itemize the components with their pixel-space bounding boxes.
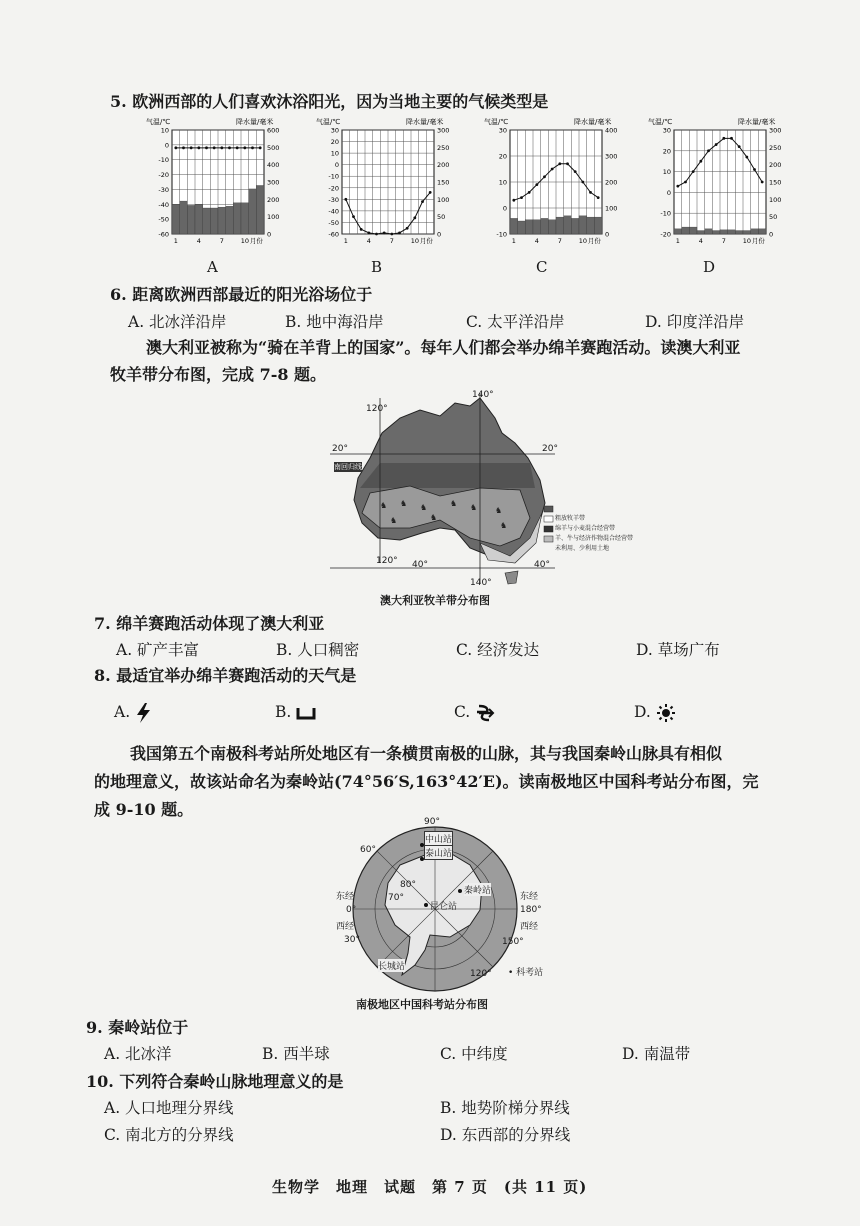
- temperature-point: [421, 200, 424, 203]
- label-90: 90°: [424, 817, 440, 827]
- svg-text:♞: ♞: [470, 503, 478, 512]
- temperature-point: [352, 215, 355, 218]
- q6-option-a[interactable]: A. 北冰洋沿岸: [128, 313, 227, 331]
- australia-map-svg: [330, 388, 590, 588]
- australia-map: [330, 388, 634, 608]
- temperature-point: [344, 198, 347, 201]
- legend-item-1: 粗放牧羊带: [555, 515, 586, 522]
- precip-bar: [751, 229, 759, 234]
- right-tick-label: 50: [437, 213, 446, 222]
- intro-910-line3: 成 9-10 题。: [94, 800, 194, 819]
- prec-unit-label: 降水量/毫米: [236, 118, 274, 126]
- precip-bar: [594, 217, 602, 234]
- x-tick-label: 7: [721, 237, 726, 245]
- right-tick-label: 100: [605, 204, 618, 213]
- temperature-point: [551, 168, 554, 171]
- q8-option-c-label: C.: [454, 703, 471, 721]
- right-tick-label: 600: [267, 126, 280, 135]
- svg-text:♞: ♞: [430, 513, 438, 522]
- svg-text:♞: ♞: [500, 521, 508, 530]
- precip-bar: [587, 217, 595, 234]
- q6-option-c[interactable]: C. 太平洋沿岸: [466, 313, 565, 331]
- precip-bar: [758, 229, 766, 234]
- precip-bar: [705, 229, 713, 234]
- precip-bar: [564, 216, 572, 234]
- left-tick-label: -40: [328, 207, 339, 216]
- left-tick-label: -20: [660, 230, 671, 239]
- left-tick-label: 20: [498, 152, 507, 161]
- temp-unit-label: 气温/℃: [146, 118, 171, 126]
- lon-label-120-bottom: 120°: [376, 556, 398, 566]
- x-tick-label: 4: [366, 237, 371, 245]
- left-tick-label: 10: [498, 178, 507, 187]
- prec-unit-label: 降水量/毫米: [738, 118, 776, 126]
- label-west-left: 西经: [336, 922, 355, 932]
- left-tick-label: -10: [158, 156, 169, 165]
- temperature-point: [360, 228, 363, 231]
- temperature-point: [243, 146, 246, 149]
- temperature-point: [684, 181, 687, 184]
- antarctic-map: [330, 817, 560, 1005]
- q9-option-b[interactable]: B. 西半球: [262, 1045, 330, 1063]
- station-changcheng: 长城站: [378, 959, 405, 972]
- temperature-point: [558, 162, 561, 165]
- question-9-stem: 9. 秦岭站位于: [86, 1018, 189, 1037]
- left-tick-label: -30: [328, 195, 339, 204]
- chart-label-b: B: [371, 258, 383, 276]
- temperature-point: [715, 143, 718, 146]
- label-180: 180°: [520, 905, 542, 915]
- question-7-stem: 7. 绵羊赛跑活动体现了澳大利亚: [94, 614, 325, 633]
- x-tick-label: 4: [196, 237, 201, 245]
- precip-bar: [226, 206, 234, 234]
- right-tick-label: 150: [769, 178, 782, 187]
- temperature-point: [213, 146, 216, 149]
- temperature-point: [699, 160, 702, 163]
- left-tick-label: -10: [328, 172, 339, 181]
- x-tick-label: 10: [578, 237, 587, 245]
- precip-bar: [241, 203, 249, 234]
- lat-label-20-left: 20°: [332, 444, 348, 454]
- precip-bar: [195, 205, 203, 234]
- x-tick-label: 10: [240, 237, 249, 245]
- lon-label-120-top: 120°: [366, 404, 388, 414]
- label-150: 150°: [502, 937, 524, 947]
- svg-text:♞: ♞: [390, 516, 398, 525]
- q8-option-d[interactable]: [634, 702, 676, 723]
- left-tick-label: -50: [328, 218, 339, 227]
- x-tick-label: 1: [173, 237, 178, 245]
- svg-text:♞: ♞: [400, 499, 408, 508]
- x-tick-label: 1: [675, 237, 680, 245]
- temperature-point: [692, 170, 695, 173]
- left-tick-label: -50: [158, 215, 169, 224]
- temperature-point: [228, 146, 231, 149]
- right-tick-label: 100: [769, 195, 782, 204]
- station-taishan: 泰山站: [424, 845, 453, 860]
- label-east-left: 东经: [336, 892, 355, 902]
- temperature-point: [738, 145, 741, 148]
- climate-chart-d: [642, 116, 787, 260]
- right-tick-label: 200: [769, 161, 782, 170]
- x-tick-label: 4: [698, 237, 703, 245]
- intro-78-line1: 澳大利亚被称为“骑在羊背上的国家”。每年人们都会举办绵羊赛跑活动。读澳大利亚: [146, 338, 741, 357]
- svg-text:♞: ♞: [380, 501, 388, 510]
- precip-bar: [674, 229, 682, 234]
- legend-item-3: 羊、牛与经济作物混合经营带: [555, 535, 634, 542]
- chart-label-a: A: [207, 258, 218, 276]
- precip-bar: [525, 220, 533, 234]
- q8-option-d-label: D.: [634, 703, 651, 721]
- chart-label-c: C: [536, 258, 548, 276]
- right-tick-label: 500: [267, 143, 280, 152]
- precip-bar: [579, 216, 587, 234]
- intro-910-line2: 的地理意义，故该站命名为秦岭站(74°56′S,163°42′E)。读南极地区中国科考站分布图，完: [94, 772, 759, 791]
- x-tick-label: 1: [511, 237, 516, 245]
- x-tick-label: 4: [534, 237, 539, 245]
- precip-bar: [720, 230, 728, 234]
- x-unit-label: 月份: [751, 237, 765, 245]
- temperature-point: [722, 137, 725, 140]
- q10-option-d[interactable]: D. 东西部的分界线: [440, 1126, 571, 1144]
- right-tick-label: 200: [437, 161, 450, 170]
- temperature-point: [753, 168, 756, 171]
- temp-unit-label: 气温/℃: [484, 118, 509, 126]
- page-footer: 生物学 地理 试题 第 7 页 (共 11 页): [272, 1178, 588, 1196]
- label-60: 60°: [360, 845, 376, 855]
- left-tick-label: -10: [496, 230, 507, 239]
- right-tick-label: 100: [267, 213, 280, 222]
- precip-bar: [210, 208, 218, 234]
- q9-option-d[interactable]: D. 南温带: [622, 1045, 691, 1063]
- q8-option-b-label: B.: [275, 703, 292, 721]
- station-zhongshan: 中山站: [424, 831, 453, 846]
- right-tick-label: 150: [437, 178, 450, 187]
- temperature-point: [520, 196, 523, 199]
- temperature-point: [761, 181, 764, 184]
- intro-910-line1: 我国第五个南极科考站所处地区有一条横贯南极的山脉，其与我国秦岭山脉具有相似: [130, 744, 723, 763]
- precip-bar: [682, 227, 690, 234]
- precip-bar: [180, 201, 188, 234]
- temperature-point: [745, 156, 748, 159]
- precip-bar: [510, 218, 518, 234]
- q7-option-c[interactable]: C. 经济发达: [456, 641, 540, 659]
- precip-bar: [689, 227, 697, 234]
- station-kunlun: 昆仑站: [430, 902, 458, 912]
- chart-label-d: D: [703, 258, 716, 276]
- left-tick-label: -30: [158, 185, 169, 194]
- precip-bar: [697, 231, 705, 234]
- left-tick-label: 30: [498, 126, 507, 135]
- svg-text:♞: ♞: [420, 503, 428, 512]
- climate-chart-c: [478, 116, 623, 260]
- right-tick-label: 400: [267, 161, 280, 170]
- temperature-point: [197, 146, 200, 149]
- temperature-point: [375, 233, 378, 236]
- temperature-point: [429, 191, 432, 194]
- precip-bar: [541, 218, 549, 234]
- q9-option-c[interactable]: C. 中纬度: [440, 1045, 508, 1063]
- lat-label-40-right: 40°: [534, 560, 550, 570]
- right-tick-label: 400: [605, 126, 618, 135]
- antarctic-map-caption: 南极地区中国科考站分布图: [356, 998, 488, 1011]
- thunderstorm-icon: [135, 702, 153, 724]
- precip-bar: [518, 221, 526, 234]
- temperature-point: [512, 199, 515, 202]
- left-tick-label: 10: [662, 168, 671, 177]
- prec-unit-label: 降水量/毫米: [574, 118, 612, 126]
- left-tick-label: 20: [662, 147, 671, 156]
- temperature-point: [259, 146, 262, 149]
- left-tick-label: 0: [164, 141, 169, 150]
- temperature-point: [398, 231, 401, 234]
- right-tick-label: 0: [605, 230, 610, 239]
- x-tick-label: 7: [557, 237, 562, 245]
- right-tick-label: 250: [437, 143, 450, 152]
- left-tick-label: -60: [158, 230, 169, 239]
- label-80: 80°: [400, 880, 416, 890]
- label-30: 30°: [344, 935, 360, 945]
- x-unit-label: 月份: [419, 237, 433, 245]
- legend-item-4: 未利用、少利用土地: [555, 545, 610, 552]
- label-west-right: 西经: [520, 922, 539, 932]
- left-tick-label: -20: [158, 171, 169, 180]
- left-tick-label: 10: [330, 149, 339, 158]
- precip-bar: [712, 231, 720, 234]
- q8-option-a-label: A.: [114, 703, 131, 721]
- temperature-point: [676, 185, 679, 188]
- right-tick-label: 300: [769, 126, 782, 135]
- right-tick-label: 200: [267, 195, 280, 204]
- temperature-point: [730, 137, 733, 140]
- temperature-point: [543, 175, 546, 178]
- x-tick-label: 10: [742, 237, 751, 245]
- temperature-point: [574, 170, 577, 173]
- x-tick-label: 7: [219, 237, 224, 245]
- precip-bar: [172, 205, 180, 234]
- temperature-point: [589, 191, 592, 194]
- precip-bar: [743, 231, 751, 234]
- temperature-point: [236, 146, 239, 149]
- tropic-tag: 南回归线: [334, 463, 362, 471]
- temperature-point: [528, 191, 531, 194]
- right-tick-label: 300: [605, 152, 618, 161]
- left-tick-label: -40: [158, 200, 169, 209]
- temperature-point: [182, 146, 185, 149]
- precip-bar: [233, 203, 241, 234]
- temperature-point: [597, 196, 600, 199]
- temperature-point: [205, 146, 208, 149]
- svg-text:♞: ♞: [450, 499, 458, 508]
- right-tick-label: 300: [437, 126, 450, 135]
- question-5-stem: 5. 欧洲西部的人们喜欢沐浴阳光，因为当地主要的气候类型是: [110, 92, 549, 111]
- left-tick-label: -20: [328, 184, 339, 193]
- temperature-point: [413, 216, 416, 219]
- label-120: 120°: [470, 969, 492, 979]
- right-tick-label: 50: [769, 213, 778, 222]
- lon-label-140-top: 140°: [472, 390, 494, 400]
- left-tick-label: -10: [660, 209, 671, 218]
- temperature-point: [566, 162, 569, 165]
- temperature-point: [406, 227, 409, 230]
- precip-bar: [571, 218, 579, 234]
- australia-legend: [555, 514, 633, 554]
- precip-bar: [218, 207, 226, 234]
- temperature-point: [174, 146, 177, 149]
- precip-bar: [556, 217, 564, 234]
- precip-bar: [728, 230, 736, 234]
- x-tick-label: 7: [389, 237, 394, 245]
- temperature-point: [390, 233, 393, 236]
- x-tick-label: 1: [343, 237, 348, 245]
- q10-option-b[interactable]: B. 地势阶梯分界线: [440, 1099, 570, 1117]
- legend-item-2: 绵羊与小麦混合经营带: [555, 525, 616, 532]
- climate-chart-b: [310, 116, 455, 260]
- temperature-point: [383, 231, 386, 234]
- climate-chart-c-svg: [478, 116, 623, 256]
- precip-bar: [533, 220, 541, 234]
- right-tick-label: 0: [437, 230, 442, 239]
- left-tick-label: 20: [330, 138, 339, 147]
- left-tick-label: 0: [666, 188, 671, 197]
- left-tick-label: 30: [662, 126, 671, 135]
- temperature-point: [707, 149, 710, 152]
- x-unit-label: 月份: [249, 237, 263, 245]
- right-tick-label: 0: [769, 230, 774, 239]
- left-tick-label: -60: [328, 230, 339, 239]
- qinling-station-dot: [458, 889, 462, 893]
- q7-option-a[interactable]: A. 矿产丰富: [116, 641, 200, 659]
- q10-option-a[interactable]: A. 人口地理分界线: [104, 1099, 234, 1117]
- sunny-icon: [656, 703, 676, 723]
- question-8-stem: 8. 最适宜举办绵羊赛跑活动的天气是: [94, 666, 357, 685]
- precip-bar: [187, 205, 195, 234]
- intro-78-line2: 牧羊带分布图，完成 7-8 题。: [110, 365, 327, 384]
- q6-option-d[interactable]: D. 印度洋沿岸: [645, 313, 745, 331]
- x-tick-label: 10: [410, 237, 419, 245]
- temperature-point: [367, 231, 370, 234]
- temp-unit-label: 气温/℃: [648, 118, 673, 126]
- right-tick-label: 0: [267, 230, 272, 239]
- label-0: 0°: [346, 905, 357, 915]
- climate-chart-d-svg: [642, 116, 787, 256]
- left-tick-label: 10: [160, 126, 169, 135]
- left-tick-label: 0: [334, 161, 339, 170]
- precip-bar: [256, 185, 264, 234]
- q7-option-b[interactable]: B. 人口稠密: [276, 641, 360, 659]
- lon-label-140-bottom: 140°: [470, 578, 492, 588]
- antarctic-legend: • 科考站: [508, 968, 544, 978]
- station-qinling: 秦岭站: [464, 883, 491, 896]
- label-70: 70°: [388, 893, 404, 903]
- temperature-point: [581, 181, 584, 184]
- left-tick-label: 0: [502, 204, 507, 213]
- lat-label-40-left: 40°: [412, 560, 428, 570]
- australia-map-caption: 澳大利亚牧羊带分布图: [380, 594, 490, 607]
- q8-option-b[interactable]: [275, 702, 316, 722]
- right-tick-label: 100: [437, 195, 450, 204]
- q9-option-a[interactable]: A. 北冰洋: [104, 1045, 172, 1063]
- prec-unit-label: 降水量/毫米: [406, 118, 444, 126]
- climate-chart-b-svg: [310, 116, 455, 256]
- temp-unit-label: 气温/℃: [316, 118, 341, 126]
- right-tick-label: 250: [769, 143, 782, 152]
- precip-bar: [735, 231, 743, 234]
- precip-bar: [203, 208, 211, 234]
- right-tick-label: 300: [267, 178, 280, 187]
- kunlun-station-dot: [424, 903, 428, 907]
- temperature-point: [190, 146, 193, 149]
- precip-bar: [249, 189, 257, 234]
- x-unit-label: 月份: [587, 237, 601, 245]
- temperature-point: [535, 183, 538, 186]
- overcast-icon: [296, 705, 316, 721]
- left-tick-label: 30: [330, 126, 339, 135]
- question-10-stem: 10. 下列符合秦岭山脉地理意义的是: [86, 1072, 344, 1091]
- question-6-stem: 6. 距离欧洲西部最近的阳光浴场位于: [110, 285, 373, 304]
- climate-chart-a-svg: [140, 116, 285, 256]
- climate-chart-a: [140, 116, 285, 260]
- q8-option-c[interactable]: [454, 702, 495, 723]
- lat-label-20-right: 20°: [542, 444, 558, 454]
- precip-bar: [548, 220, 556, 234]
- q7-option-d[interactable]: D. 草场广布: [636, 641, 720, 659]
- label-east-right: 东经: [520, 892, 539, 902]
- sand-storm-icon: [475, 703, 495, 723]
- right-tick-label: 200: [605, 178, 618, 187]
- q8-option-a[interactable]: [114, 702, 153, 724]
- temperature-point: [251, 146, 254, 149]
- q10-option-c[interactable]: C. 南北方的分界线: [104, 1126, 234, 1144]
- svg-text:♞: ♞: [495, 506, 503, 515]
- temperature-point: [220, 146, 223, 149]
- q6-option-b[interactable]: B. 地中海沿岸: [285, 313, 384, 331]
